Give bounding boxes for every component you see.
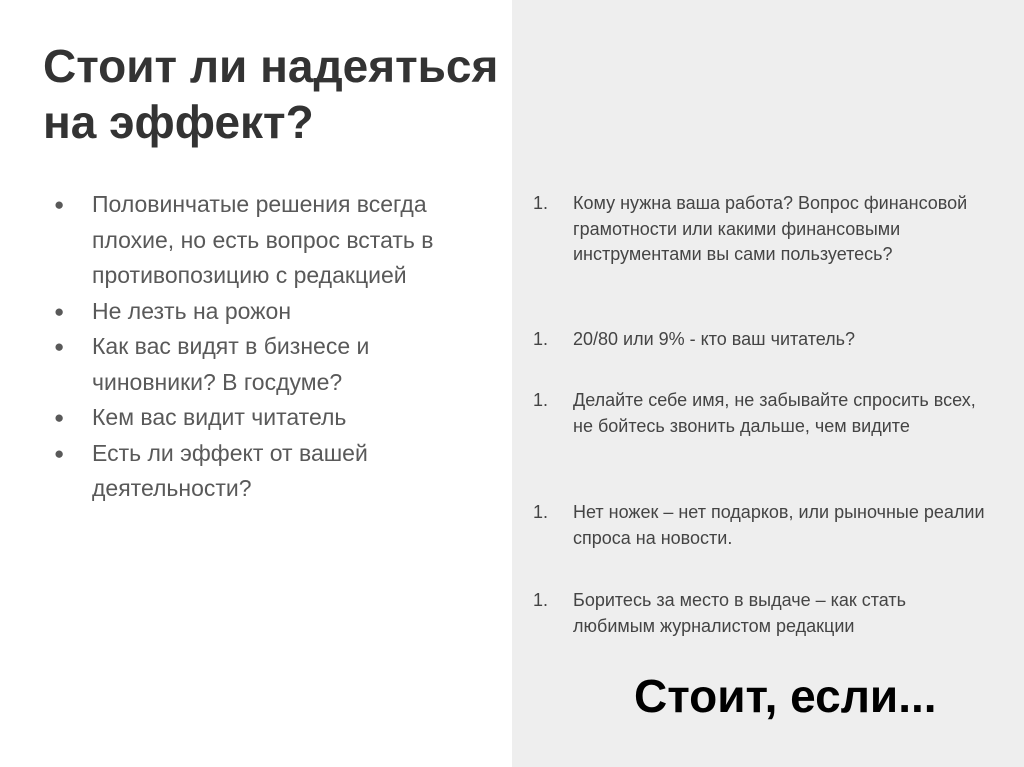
item-number: 1. <box>533 590 549 610</box>
numbered-item <box>533 588 993 639</box>
item-text: Нет ножек – нет подарков, или рыночные реалии спроса на новости. <box>573 502 985 548</box>
bullet-text: Есть ли эффект от вашей деятельности? <box>92 439 368 501</box>
item-number: 1. <box>533 329 549 349</box>
slide-title-line: на эффект? <box>43 96 314 148</box>
bullet-dot-icon: ● <box>54 443 65 463</box>
bullet-item <box>52 294 472 330</box>
numbered-item <box>533 388 993 439</box>
right-panel-background <box>512 0 1024 767</box>
item-text: 20/80 или 9% - кто ваш читатель? <box>573 329 856 349</box>
numbered-item <box>533 327 993 353</box>
bullet-item <box>52 400 472 436</box>
slide-title-line: Стоит ли надеяться <box>43 40 499 92</box>
numbered-item <box>533 191 993 268</box>
bullet-dot-icon: ● <box>54 337 65 356</box>
item-text: Кому нужна ваша работа? Вопрос финансовой грамотности или какими финансовыми инструментами вы сами пользуетесь? <box>573 193 968 264</box>
bullet-dot-icon: ● <box>54 408 65 427</box>
numbered-item <box>533 500 993 551</box>
bullet-text: Как вас видят в бизнесе и чиновники? В госдуме? <box>92 333 370 395</box>
bullet-item <box>52 187 472 294</box>
bullet-item <box>52 436 472 507</box>
bullet-list <box>52 187 472 507</box>
item-number: 1. <box>533 502 549 522</box>
bullet-text: Не лезть на рожон <box>92 297 292 324</box>
bullet-dot-icon: ● <box>54 195 65 214</box>
conclusion-text: Стоит, если... <box>634 670 937 722</box>
bullet-text: Половинчатые решения всегда плохие, но есть вопрос встать в противопозицию с редакцией <box>92 191 434 288</box>
bullet-item <box>52 329 472 400</box>
bullet-dot-icon: ● <box>54 301 65 321</box>
slide-title <box>43 38 513 150</box>
item-number: 1. <box>533 390 549 410</box>
item-number: 1. <box>533 193 549 213</box>
bullet-text: Кем вас видит читатель <box>92 404 347 430</box>
item-text: Делайте себе имя, не забывайте спросить всех, не бойтесь звонить дальше, чем видите <box>573 390 976 436</box>
item-text: Боритесь за место в выдаче – как стать любимым журналистом редакции <box>573 590 907 636</box>
